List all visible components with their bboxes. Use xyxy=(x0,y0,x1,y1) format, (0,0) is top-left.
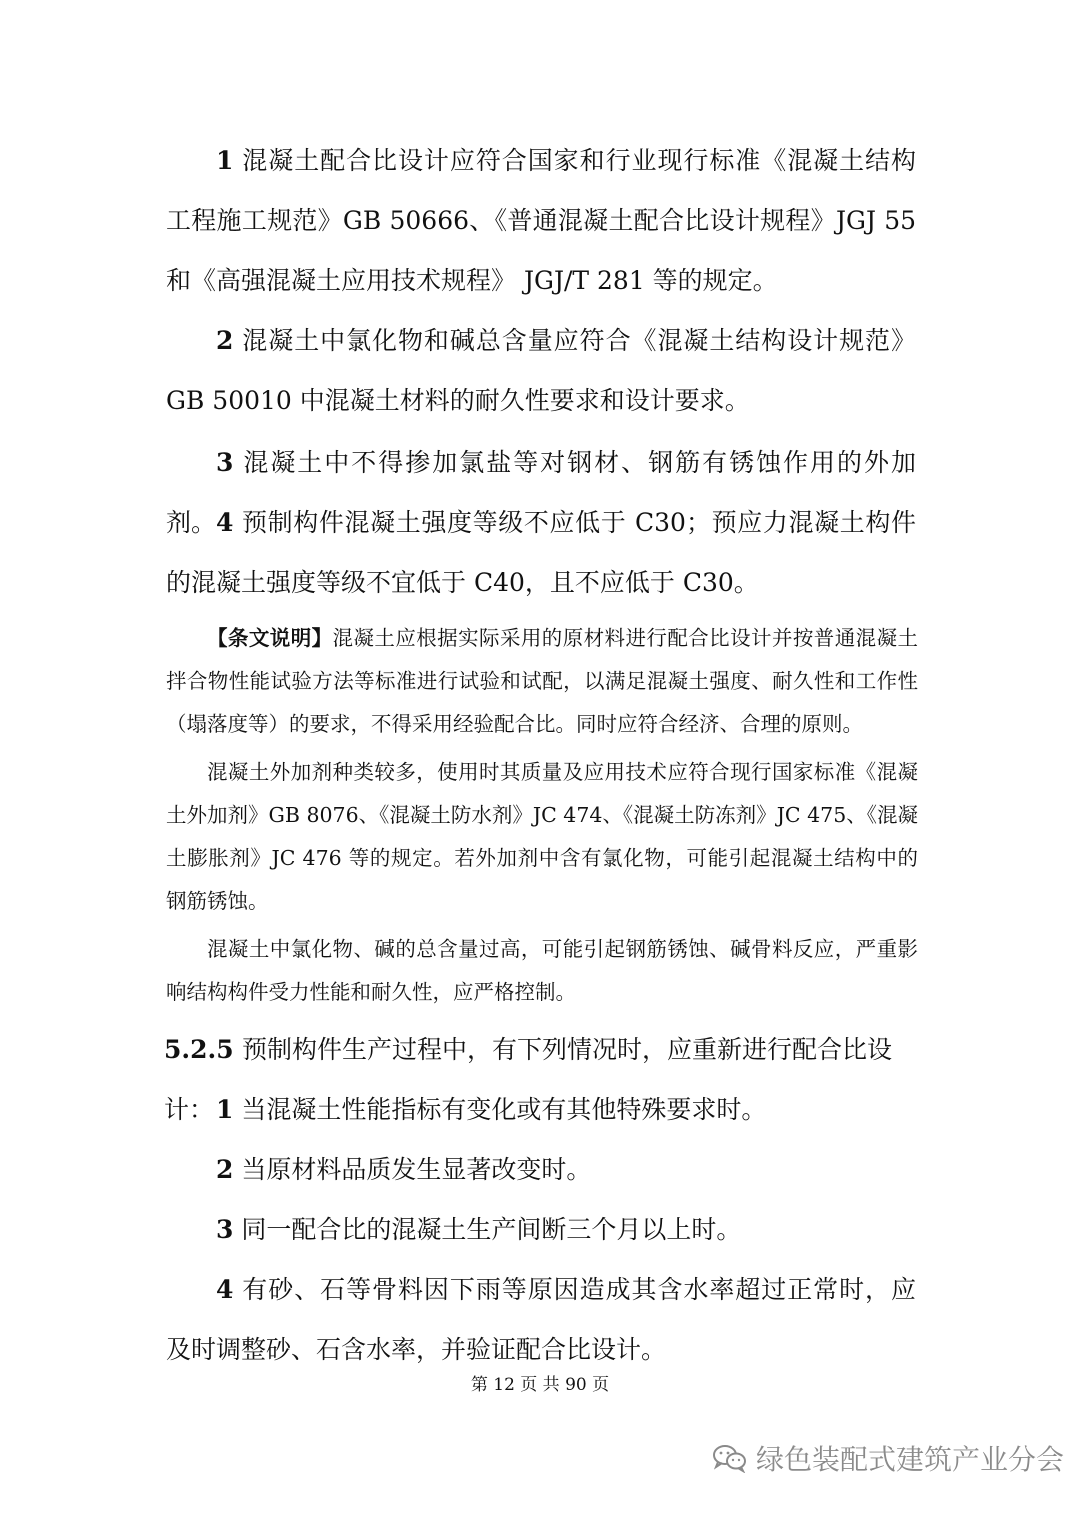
section-text: 预制构件生产过程中，有下列情况时，应重新进行配合比设计： xyxy=(164,1035,893,1124)
watermark xyxy=(712,1438,1064,1478)
note-text: 混凝土应根据实际采用的原材料进行配合比设计并按普通混凝土拌合物性能试验方法等标准进行试验和试配，以满足混凝土强度、耐久性和工作性（塌落度等）的要求，不得采用经验配合比。同时应符合经济、合理的原则。 xyxy=(166,626,918,736)
section-number: 5.2.5 xyxy=(164,1035,234,1064)
clause-number: 3 xyxy=(216,1215,234,1244)
clause-text: 混凝土中不得掺加氯盐等对钢材、钢筋有锈蚀作用的外加剂。 xyxy=(166,448,916,537)
note-paragraph-1 xyxy=(166,617,918,746)
clause-number: 2 xyxy=(216,326,234,355)
clause-number: 4 xyxy=(216,1275,234,1304)
clause-4 xyxy=(166,493,916,613)
note-paragraph-3 xyxy=(166,928,918,1014)
clause-number: 1 xyxy=(216,146,234,175)
page-footer: 第 12 页 共 90 页 xyxy=(470,1375,610,1395)
note-text: 混凝土中氯化物、碱的总含量过高，可能引起钢筋锈蚀、碱骨料反应，严重影响结构构件受力性能和耐久性，应严格控制。 xyxy=(166,937,918,1004)
wechat-icon xyxy=(712,1443,748,1473)
clause-text: 有砂、石等骨料因下雨等原因造成其含水率超过正常时，应及时调整砂、石含水率，并验证配合比设计。 xyxy=(166,1275,916,1364)
clause-number: 4 xyxy=(216,508,234,537)
clause-text: 混凝土中氯化物和碱总含量应符合《混凝土结构设计规范》GB 50010 中混凝土材料的耐久性要求和设计要求。 xyxy=(166,326,916,415)
clause-text: 当混凝土性能指标有变化或有其他特殊要求时。 xyxy=(233,1095,767,1124)
clause-number: 1 xyxy=(216,1095,234,1124)
clause-number: 2 xyxy=(216,1155,234,1184)
condition-1 xyxy=(166,1080,916,1140)
note-text: 混凝土外加剂种类较多，使用时其质量及应用技术应符合现行国家标准《混凝土外加剂》GB 8076、《混凝土防水剂》JC 474、《混凝土防冻剂》JC 475、《混凝土膨胀剂》JC 476 等的规定。若外加剂中含有氯化物，可能引起混凝土结构中的钢筋锈蚀。 xyxy=(166,760,918,913)
note-label: 【条文说明】 xyxy=(207,626,333,650)
clause-number: 3 xyxy=(216,448,234,477)
clause-1 xyxy=(166,131,916,311)
clause-text: 当原材料品质发生显著改变时。 xyxy=(233,1155,592,1184)
clause-text: 同一配合比的混凝土生产间断三个月以上时。 xyxy=(233,1215,742,1244)
clause-text: 混凝土配合比设计应符合国家和行业现行标准《混凝土结构工程施工规范》GB 50666、《普通混凝土配合比设计规程》JGJ 55 和《高强混凝土应用技术规程》 JGJ/T 281 等的规定。 xyxy=(166,146,916,295)
condition-3 xyxy=(166,1200,916,1260)
clause-text: 预制构件混凝土强度等级不应低于 C30；预应力混凝土构件的混凝土强度等级不宜低于 C40，且不应低于 C30。 xyxy=(166,508,916,597)
note-paragraph-2 xyxy=(166,751,918,923)
clause-2 xyxy=(166,311,916,431)
condition-2 xyxy=(166,1140,916,1200)
condition-4 xyxy=(166,1260,916,1380)
watermark-text: 绿色装配式建筑产业分会 xyxy=(756,1443,1065,1476)
